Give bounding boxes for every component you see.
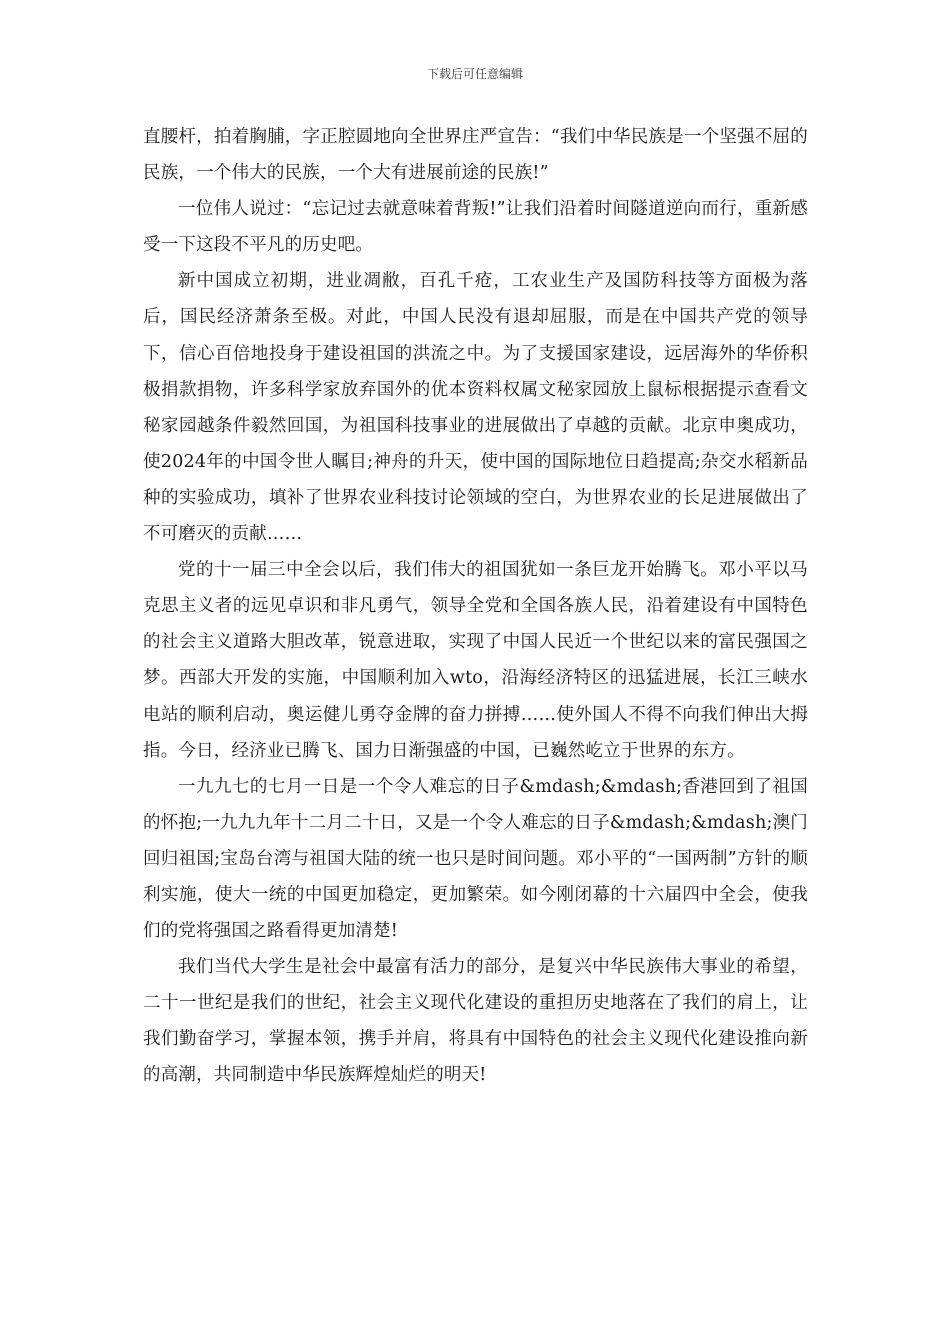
page-header-note: 下载后可任意编辑	[426, 67, 523, 81]
document-body	[143, 119, 808, 1094]
paragraph-reform: 党的十一届三中全会以后，我们伟大的祖国犹如一条巨龙开始腾飞。邓小平以马克思主义者的远见卓识和非凡勇气，领导全党和全国各族人民，沿着建设有中国特色的社会主义道路大胆改革，锐意进取，实现了中国人民近一个世纪以来的富民强国之梦。西部大开发的实施，中国顺利加入wto，沿海经济特区的迅猛进展，长江三峡水电站的顺利启动，奥运健儿勇夺金牌的奋力拼搏……使外国人不得不向我们伸出大拇指。今日，经济业已腾飞、国力日渐强盛的中国，已巍然屹立于世界的东方。	[143, 560, 808, 761]
paragraph-students: 我们当代大学生是社会中最富有活力的部分，是复兴中华民族伟大事业的希望，二十一世纪是我们的世纪，社会主义现代化建设的重担历史地落在了我们的肩上，让我们勤奋学习，掌握本领，携手并肩，将具有中国特色的社会主义现代化建设推向新的高潮，共同制造中华民族辉煌灿烂的明天!	[143, 957, 808, 1086]
paragraph-founding: 新中国成立初期，进业凋敝，百孔千疮，工农业生产及国防科技等方面极为落后，国民经济萧条至极。对此，中国人民没有退却屈服，而是在中国共产党的领导下，信心百倍地投身于建设祖国的洪流之中。为了支援国家建设，远居海外的华侨积极捐款捐物，许多科学家放弃国外的优本资料权属文秘家园放上鼠标根据提示查看文秘家园越条件毅然回国，为祖国科技事业的进展做出了卓越的贡献。北京申奥成功，使2024年的中国令世人瞩目;神舟的升天，使中国的国际地位日趋提高;杂交水稻新品种的实验成功，填补了世界农业科技讨论领域的空白，为世界农业的长足进展做出了不可磨灭的贡献……	[143, 271, 808, 545]
paragraph-quote: 一位伟人说过：“忘记过去就意味着背叛!”让我们沿着时间隧道逆向而行，重新感受一下这段不平凡的历史吧。	[143, 199, 808, 256]
paragraph-continuation: 直腰杆，拍着胸脯，字正腔圆地向全世界庄严宣告：“我们中华民族是一个坚强不屈的民族，一个伟大的民族，一个大有进展前途的民族!”	[143, 127, 808, 184]
paragraph-reunification: 一九九七的七月一日是一个令人难忘的日子&mdash;&mdash;香港回到了祖国的怀抱;一九九九年十二月二十日，又是一个令人难忘的日子&mdash;&mdash;澳门回归祖国;宝岛台湾与祖国大陆的统一也只是时间问题。邓小平的“一国两制”方针的顺利实施，使大一统的中国更加稳定，更加繁荣。如今刚闭幕的十六届四中全会，使我们的党将强国之路看得更加清楚!	[143, 776, 808, 942]
